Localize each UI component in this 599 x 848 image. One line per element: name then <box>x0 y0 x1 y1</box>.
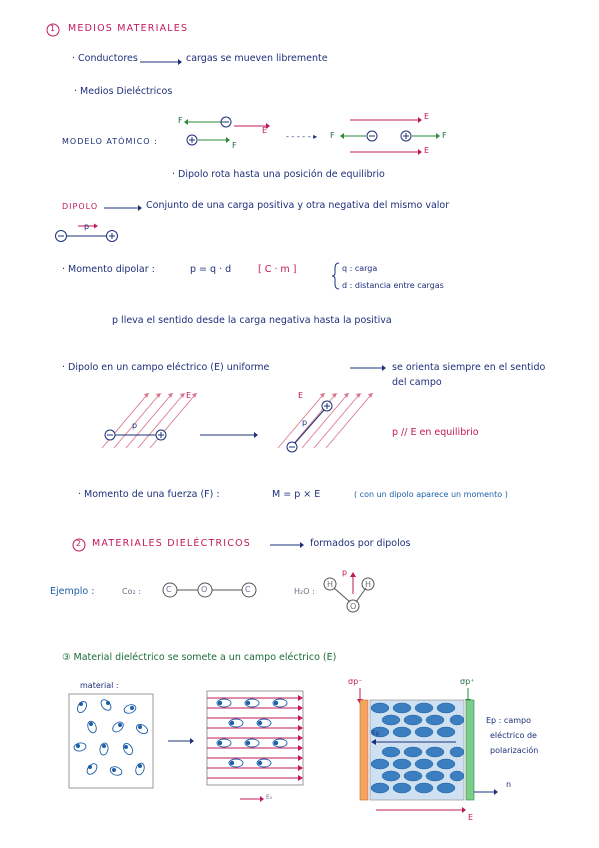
conductores-label: · Conductores <box>72 53 138 64</box>
sigma-plus-label: σp⁺ <box>460 677 475 686</box>
e0-arrow <box>240 795 264 803</box>
polarized-material <box>336 686 486 804</box>
material-box-aligned <box>206 690 306 790</box>
section-2-number: 2 <box>76 539 82 548</box>
dipolo-rota-text: · Dipolo rota hasta una posición de equilibrio <box>172 169 385 180</box>
section-2-title: MATERIALES DIELÉCTRICOS <box>92 538 252 549</box>
co2-label: Co₂ : <box>122 587 141 596</box>
equilibrio-text: p // E en equilibrio <box>392 427 479 438</box>
dipolo-label: DIPOLO <box>62 202 99 211</box>
co2-c2: C <box>245 585 251 594</box>
dipole-p-label-before: p <box>132 421 138 430</box>
e0-label: E₀ <box>266 794 273 801</box>
section-1-title: MEDIOS MATERIALES <box>68 23 189 34</box>
dotted-arrow: - - - - - ▸ <box>286 132 318 141</box>
material-label: material : <box>80 681 119 690</box>
fuerza-formula: M = p × E <box>272 489 321 500</box>
co2-o: O <box>201 585 208 594</box>
ejemplo-label: Ejemplo : <box>50 586 95 597</box>
brace-icon <box>332 262 340 290</box>
arrow-right-icon <box>140 58 182 66</box>
force-label-left-bottom: F <box>232 141 237 150</box>
modelo-label: MODELO ATÓMICO : <box>62 137 158 146</box>
q-definition: q : carga <box>342 264 378 273</box>
campo-result-1: se orienta siempre en el sentido <box>392 362 546 373</box>
momento-note: p lleva el sentido desde la carga negativa hasta la positiva <box>112 315 392 326</box>
ep-inner-label: Ep <box>372 730 380 737</box>
fuerza-label: · Momento de una fuerza (F) : <box>78 489 220 500</box>
arrow-right-icon <box>168 737 194 745</box>
arrow-right-icon <box>350 364 386 372</box>
section-1-number: 1 <box>50 24 56 33</box>
dipole-p-label: p <box>84 222 90 231</box>
dipole-p-label-after: p <box>302 418 308 427</box>
ep-def-3: polarización <box>490 746 539 755</box>
h2o-h1: H <box>327 580 334 589</box>
campo-result-2: del campo <box>392 377 442 388</box>
field-e-label-before: E <box>186 391 192 400</box>
arrow-right-icon <box>104 204 142 212</box>
arrow-right-icon <box>270 541 304 549</box>
normal-n-label: n <box>506 780 512 789</box>
momento-formula: p = q · d <box>190 264 232 275</box>
section-2-desc: formados por dipolos <box>310 538 411 549</box>
fuerza-note: ( con un dipolo aparece un momento ) <box>354 490 508 499</box>
co2-c1: C <box>166 585 172 594</box>
momento-label: · Momento dipolar : <box>62 264 155 275</box>
field-label-right-top: E <box>424 112 430 121</box>
force-label-right-1: F <box>330 131 335 140</box>
field-e-label-after: E <box>298 391 304 400</box>
conductores-desc: cargas se mueven libremente <box>186 53 328 64</box>
h2o-o: O <box>350 602 357 611</box>
ep-def-2: eléctrico de <box>490 731 537 740</box>
atomic-model-diagram-right <box>330 112 450 158</box>
dipolo-desc: Conjunto de una carga positiva y otra negativa del mismo valor <box>146 200 450 211</box>
h2o-label: H₂O : <box>294 587 315 596</box>
field-e-bottom-label: E <box>468 813 474 822</box>
material-title: ③ Material dieléctrico se somete a un campo eléctrico (E) <box>62 652 337 663</box>
d-definition: d : distancia entre cargas <box>342 281 444 290</box>
dielectricos-label: · Medios Dieléctricos <box>74 86 173 97</box>
h2o-molecule <box>320 570 376 614</box>
sigma-minus-label: σp⁻ <box>348 677 363 686</box>
h2o-h2: H <box>365 580 372 589</box>
atomic-model-diagram-left <box>178 112 274 156</box>
force-label-right-2: F <box>442 131 447 140</box>
material-box-random <box>68 693 154 789</box>
momento-units: [ C · m ] <box>258 264 297 275</box>
field-label-right-bottom: E <box>424 146 430 155</box>
field-label-left: E <box>262 126 268 135</box>
campo-line: · Dipolo en un campo eléctrico (E) uniforme <box>62 362 270 373</box>
force-label-left-top: F <box>178 116 183 125</box>
dipole-in-field-after <box>272 388 382 458</box>
h2o-p-label: p <box>342 568 348 577</box>
arrow-right-icon <box>200 431 258 439</box>
ep-def-1: Ep : campo <box>486 716 531 725</box>
